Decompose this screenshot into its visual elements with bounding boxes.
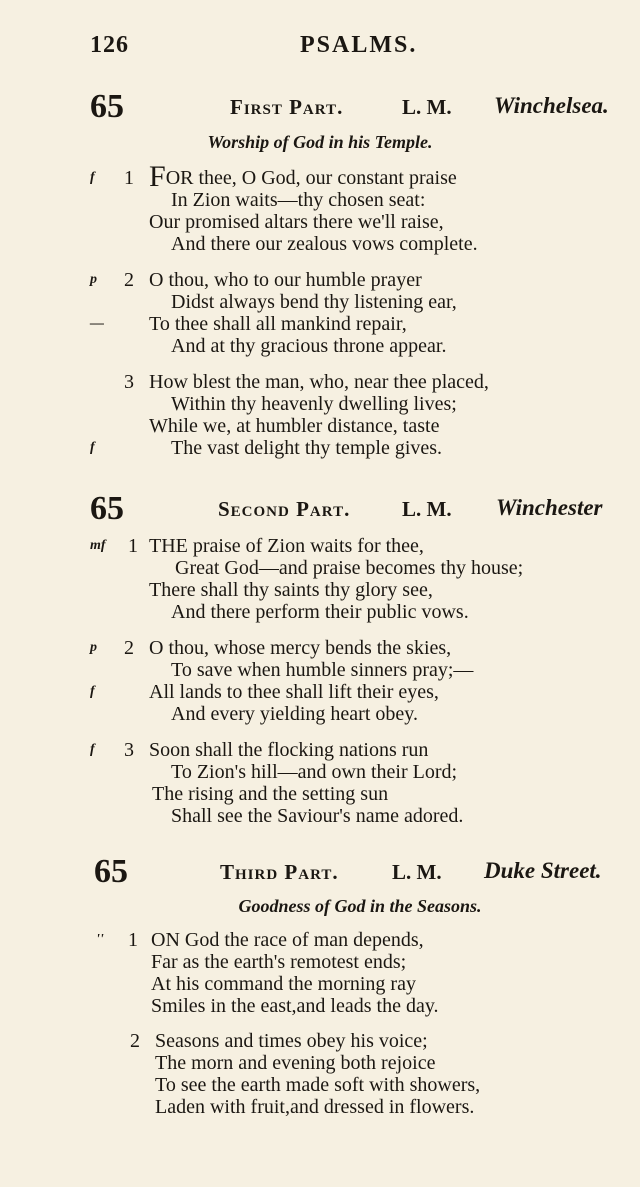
stanza <box>0 637 640 725</box>
meter-label: L. M. <box>392 860 442 884</box>
verse-number: 2 <box>124 269 134 291</box>
verse-line <box>0 291 640 313</box>
verse-line <box>0 761 640 783</box>
verse-line <box>0 393 640 415</box>
psalm-section-second-part <box>0 490 640 827</box>
dynamic-mark: p <box>90 640 97 655</box>
verse-line <box>0 681 640 703</box>
page-number: 126 <box>90 32 129 58</box>
verse-text: Great God—and praise becomes thy house; <box>175 557 524 579</box>
stanza <box>0 269 640 357</box>
verse-text: In Zion waits—thy chosen seat: <box>171 189 426 211</box>
verse-line <box>0 160 640 193</box>
verse-line <box>0 739 640 761</box>
verse-text: Seasons and times obey his voice; <box>155 1030 428 1052</box>
verse-number: 2 <box>124 637 134 659</box>
verse-line <box>0 601 640 623</box>
dynamic-mark: — <box>90 316 104 331</box>
dynamic-mark: f <box>90 440 95 455</box>
verse-number: 1 <box>124 167 134 189</box>
dynamic-mark: f <box>90 684 95 699</box>
page-header <box>0 32 640 68</box>
dynamic-mark: '' <box>96 932 104 947</box>
verse-text: Smiles in the east,and leads the day. <box>151 995 439 1017</box>
verse-line <box>0 189 640 211</box>
verse-text: Soon shall the flocking nations run <box>149 739 429 761</box>
verse-text: Within thy heavenly dwelling lives; <box>171 393 457 415</box>
psalm-section-first-part <box>0 88 640 459</box>
verse-line <box>0 951 640 973</box>
verse-line <box>0 211 640 233</box>
tune-name: Winchester <box>496 495 603 520</box>
verse-line <box>0 1052 640 1074</box>
psalm-subtitle: Worship of God in his Temple. <box>207 132 433 152</box>
verse-text: To thee shall all mankind repair, <box>149 313 407 335</box>
meter-label: L. M. <box>402 95 452 119</box>
verse-line <box>0 269 640 291</box>
psalm-heading <box>0 853 640 893</box>
verse-line <box>0 313 640 335</box>
verse-text: Far as the earth's remotest ends; <box>151 951 407 973</box>
verse-line <box>0 637 640 659</box>
verse-text: How blest the man, who, near thee placed, <box>149 371 489 393</box>
verse-number: 2 <box>130 1030 140 1052</box>
part-label: Second Part. <box>218 497 351 521</box>
stanza <box>0 739 640 827</box>
stanza <box>0 929 640 1017</box>
verse-text: The vast delight thy temple gives. <box>171 437 443 459</box>
psalm-subtitle: Goodness of God in the Seasons. <box>238 896 482 916</box>
psalm-number: 65 <box>90 490 124 527</box>
verse-text: Didst always bend thy listening ear, <box>171 291 457 313</box>
verse-number: 1 <box>128 929 138 951</box>
verse-text: The rising and the setting sun <box>152 783 389 805</box>
verse-line <box>0 335 640 357</box>
verse-text: ON God the race of man depends, <box>151 929 424 951</box>
verse-line <box>0 557 640 579</box>
verse-text: And every yielding heart obey. <box>171 703 418 725</box>
verse-text: And at thy gracious throne appear. <box>171 335 447 357</box>
stanza <box>0 371 640 459</box>
verse-text: The morn and evening both rejoice <box>155 1052 436 1074</box>
verse-line <box>0 1030 640 1052</box>
verse-text: And there perform their public vows. <box>171 601 469 623</box>
tune-name: Duke Street. <box>484 858 602 883</box>
drop-cap: F <box>149 160 166 193</box>
verse-text: Our promised altars there we'll raise, <box>149 211 444 233</box>
meter-label: L. M. <box>402 497 452 521</box>
verse-text: At his command the morning ray <box>151 973 416 995</box>
verse-text <box>149 160 457 193</box>
verse-line <box>0 805 640 827</box>
verse-text: Shall see the Saviour's name adored. <box>171 805 464 827</box>
psalm-heading <box>0 88 640 128</box>
verse-text: And there our zealous vows complete. <box>171 233 478 255</box>
running-head: PSALMS. <box>300 32 418 58</box>
verse-line <box>0 659 640 681</box>
verse-text: To save when humble sinners pray;— <box>171 659 474 681</box>
psalm-number: 65 <box>94 853 128 890</box>
verse-line <box>0 437 640 459</box>
verse-line <box>0 703 640 725</box>
verse-text-rest: OR thee, O God, our constant praise <box>165 167 457 189</box>
dynamic-mark: f <box>90 170 95 185</box>
psalm-section-third-part <box>0 853 640 1118</box>
verse-text: To Zion's hill—and own their Lord; <box>171 761 458 783</box>
verse-text: Laden with fruit,and dressed in flowers. <box>155 1096 475 1118</box>
verse-number: 1 <box>128 535 138 557</box>
verse-text: There shall thy saints thy glory see, <box>149 579 433 601</box>
verse-line <box>0 579 640 601</box>
verse-line <box>0 371 640 393</box>
verse-line <box>0 1074 640 1096</box>
verse-line <box>0 995 640 1017</box>
verse-line <box>0 783 640 805</box>
part-label: First Part. <box>230 95 344 119</box>
verse-text: O thou, whose mercy bends the skies, <box>149 637 452 659</box>
verse-line <box>0 1096 640 1118</box>
verse-text: While we, at humbler distance, taste <box>149 415 440 437</box>
verse-line <box>0 233 640 255</box>
psalm-heading <box>0 490 640 530</box>
verse-number: 3 <box>124 739 134 761</box>
verse-line <box>0 929 640 951</box>
tune-name: Winchelsea. <box>494 93 609 118</box>
verse-number: 3 <box>124 371 134 393</box>
dynamic-mark: f <box>90 742 95 757</box>
stanza <box>0 535 640 623</box>
verse-line <box>0 973 640 995</box>
stanza <box>0 1030 640 1118</box>
part-label: Third Part. <box>220 860 339 884</box>
verse-text: O thou, who to our humble prayer <box>149 269 422 291</box>
verse-line <box>0 535 640 557</box>
verse-text: All lands to thee shall lift their eyes, <box>149 681 439 703</box>
verse-text: THE praise of Zion waits for thee, <box>149 535 424 557</box>
dynamic-mark: p <box>90 272 97 287</box>
psalm-number: 65 <box>90 88 124 125</box>
verse-text: To see the earth made soft with showers, <box>155 1074 481 1096</box>
stanza <box>0 160 640 255</box>
dynamic-mark: mf <box>90 538 106 553</box>
verse-line <box>0 415 640 437</box>
